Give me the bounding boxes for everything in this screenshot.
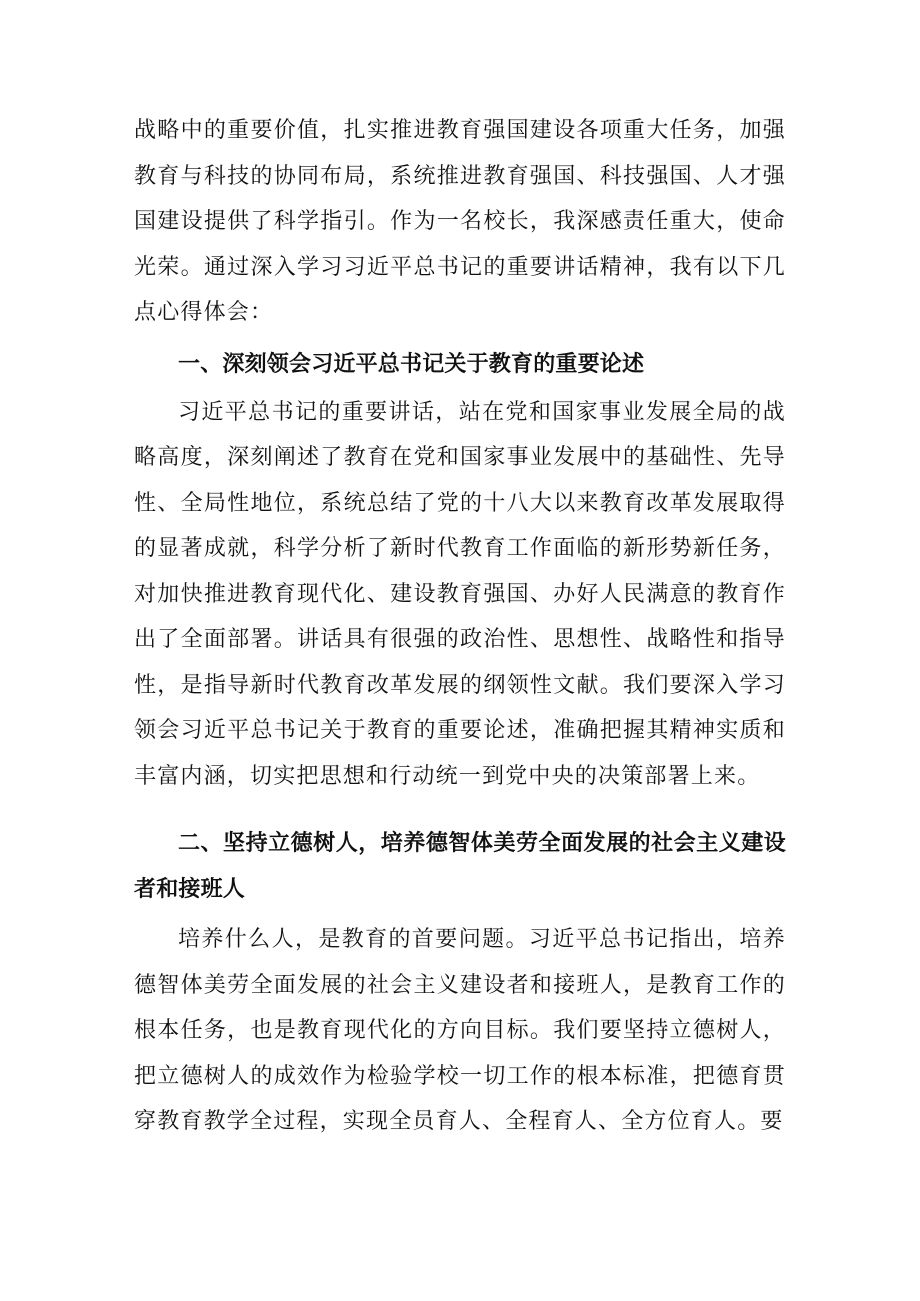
section-heading-2: 二、坚持立德树人，培养德智体美劳全面发展的社会主义建设者和接班人	[134, 831, 786, 902]
paragraph-2: 习近平总书记的重要讲话，站在党和国家事业发展全局的战略高度，深刻阐述了教育在党和国家事业发展中的基础性、先导性、全局性地位，系统总结了党的十八大以来教育改革发展取得的显著成就，科学分析了新时代教育工作面临的新形势新任务，对加快推进教育现代化、建设教育强国、办好人民满意的教育作出了全面部署。讲话具有很强的政治性、思想性、战略性和指导性，是指导新时代教育改革发展的纲领性文献。我们要深入学习领会习近平总书记关于教育的重要论述，准确把握其精神实质和丰富内涵，切实把思想和行动统一到党中央的决策部署上来。	[134, 399, 786, 789]
document-page	[134, 108, 786, 1145]
paragraph-1: 战略中的重要价值，扎实推进教育强国建设各项重大任务，加强教育与科技的协同布局，系统推进教育强国、科技强国、人才强国建设提供了科学指引。作为一名校长，我深感责任重大，使命光荣。通过深入学习习近平总书记的重要讲话精神，我有以下几点心得体会：	[134, 118, 786, 325]
section-heading-1: 一、深刻领会习近平总书记关于教育的重要论述	[178, 351, 645, 377]
paragraph-3: 培养什么人，是教育的首要问题。习近平总书记指出，培养德智体美劳全面发展的社会主义建设者和接班人，是教育工作的根本任务，也是教育现代化的方向目标。我们要坚持立德树人，把立德树人的成效作为检验学校一切工作的根本标准，把德育贯穿教育教学全过程，实现全员育人、全程育人、全方位育人。要	[134, 927, 786, 1134]
